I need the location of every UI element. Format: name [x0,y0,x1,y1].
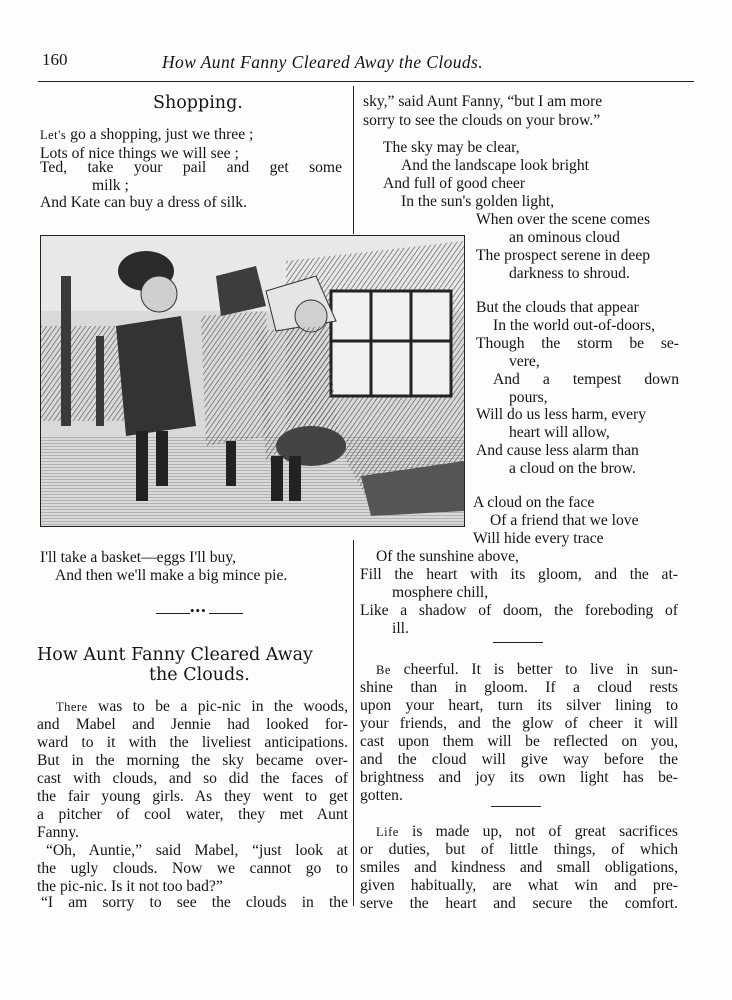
poem-line: In the world out-of-doors, [493,317,655,334]
cheerful-line: shine than in gloom. If a cloud rests [360,679,678,696]
life-line: serve the heart and secure the comfort. [360,895,678,912]
divider-ornament: ••• [190,603,207,618]
poem-line: And cause less alarm than [476,442,639,459]
poem-line: a cloud on the brow. [509,460,636,477]
header-rule [38,81,694,82]
life-line: given habitually, are what win and pre- [360,877,678,894]
cheerful-line-1: Be cheerful. It is better to live in sun- [376,661,678,678]
poem-line: pours, [509,389,548,406]
poem-line: But the clouds that appear [476,299,639,316]
story-line: and Mabel and Jennie had looked for- [37,716,348,733]
life-line: smiles and kindness and small obligations, [360,859,678,876]
shopping-line: And Kate can buy a dress of silk. [40,194,247,211]
cheerful-line: upon your heart, turn its silver lining to [360,697,678,714]
story-title-continued: the Clouds. [149,665,250,685]
shopping-closing-line: I'll take a basket—eggs I'll buy, [40,549,237,566]
poem-line: Fill the heart with its gloom, and the at- [360,566,678,583]
shopping-line-1: Let's go a shopping, just we three ; [40,126,254,143]
story-line: ward to it with the liveliest anticipations. [37,734,348,751]
poem-line: The sky may be clear, [383,139,520,156]
drop-word: Be [376,663,391,677]
cheerful-line: your friends, and the glow of cheer it will [360,715,678,732]
story-line: a pitcher of cool water, they met Aunt [37,806,348,823]
story-line: “I am sorry to see the clouds in the [41,894,348,911]
poem-line: And a tempest down [493,371,679,388]
poem-line: an ominous cloud [509,229,620,246]
story-title: How Aunt Fanny Cleared Away [37,645,313,665]
section-rule [493,642,543,643]
shopping-closing-line: And then we'll make a big mince pie. [55,567,288,584]
story-line: “Oh, Auntie,” said Mabel, “just look at [46,842,348,859]
divider-rule-left [156,613,190,614]
drop-word: Let's [40,128,67,142]
divider-rule-right [209,613,243,614]
shopping-title: Shopping. [153,93,243,113]
column-divider-top [353,86,354,234]
story-right-line: sorry to see the clouds on your brow.” [363,112,601,129]
poem-line: Will do us less harm, every [476,406,647,423]
poem-line: Like a shadow of doom, the foreboding of [360,602,678,619]
poem-line: Of the sunshine above, [376,548,519,565]
running-title: How Aunt Fanny Cleared Away the Clouds. [162,52,484,72]
poem-line: A cloud on the face [473,494,595,511]
column-divider-bottom [353,540,354,906]
poem-line: When over the scene comes [476,211,651,228]
page-number: 160 [42,50,68,69]
poem-line: darkness to shroud. [509,265,630,282]
poem-line: Will hide every trace [473,530,604,547]
story-line: But in the morning the sky became over- [37,752,348,769]
story-line: the pic-nic. Is it not too bad?” [37,878,223,895]
poem-line: Of a friend that we love [490,512,639,529]
section-rule [491,806,541,807]
illustration-three-children-engraving [40,235,465,527]
story-line-1: There was to be a pic-nic in the woods, [56,698,348,715]
poem-line: And the landscape look bright [401,157,589,174]
poem-line: The prospect serene in deep [476,247,651,264]
poem-line: vere, [509,353,540,370]
poem-line: Though the storm be se- [476,335,679,352]
story-line: cast with clouds, and so did the faces of [37,770,348,787]
cheerful-line: cast upon them will be reflected on you, [360,733,678,750]
story-line: the fair young girls. As they went to get [37,788,348,805]
story-line: Fanny. [37,824,79,841]
cheerful-line: gotten. [360,787,403,804]
shopping-line: Ted, take your pail and get some [40,159,342,176]
life-line-1: Life is made up, not of great sacrifices [376,823,678,840]
story-line: the ugly clouds. Now we cannot go to [37,860,348,877]
engraving-picture [41,236,464,526]
poem-line: And full of good cheer [383,175,526,192]
shopping-line: Lots of nice things we will see ; [40,145,239,162]
story-right-line: sky,” said Aunt Fanny, “but I am more [363,93,603,110]
poem-line: In the sun's golden light, [401,193,555,210]
drop-word: There [56,700,88,714]
drop-word: Life [376,825,399,839]
cheerful-line: brightness and joy its own light has be- [360,769,678,786]
poem-line: ill. [392,620,409,637]
poem-line: mosphere chill, [392,584,489,601]
life-line: or duties, but of little things, of which [360,841,678,858]
poem-line: heart will allow, [509,424,610,441]
shopping-line: milk ; [92,177,129,194]
cheerful-line: and the cloud will give way before the [360,751,678,768]
